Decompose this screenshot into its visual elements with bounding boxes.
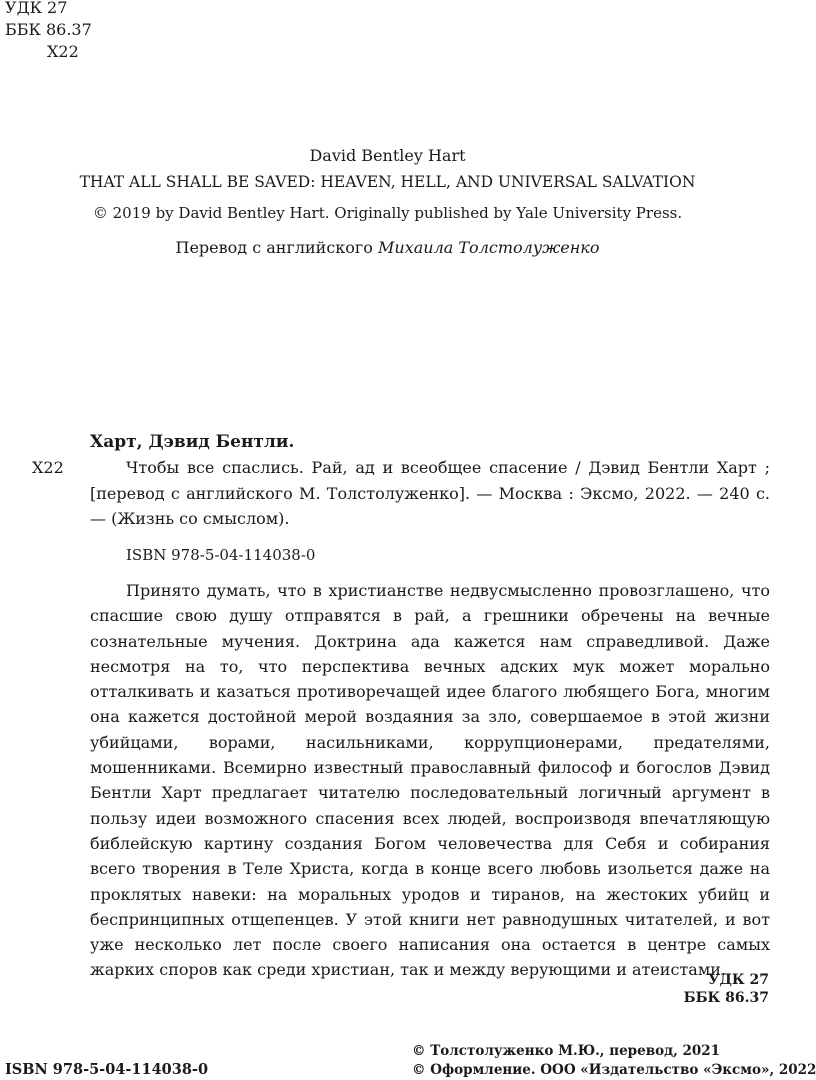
bbk-code-bottom: ББК 86.37 xyxy=(683,990,769,1006)
copyright-translation: © Толстолуженко М.Ю., перевод, 2021 xyxy=(412,1043,721,1059)
annotation-text: Принято думать, что в христианстве недвусмысленно провозглашено, что спасшие свою душу отправятся в рай, а грешники обречены на вечные сознательные мучения. Доктрина ада кажется нам справедливой. Даже несмотря на то, что перспектива вечных адских мук может морально отталкивать и казаться противоречащей идее благого любящего Бога, многим она кажется достойной мерой воздаяния за зло, совершаемое в этой жизни убийцами, ворами, насильниками, коррупционерами, предателями, мошенниками. Всемирно известный православный философ и богослов Дэвид Бентли Харт предлагает читателю последовательный логичный аргумент в пользу идеи возможного спасения всех людей, воспроизводя впечатляющую библейскую картину создания Богом человечества для Себя и собирания всего творения в Теле Христа, когда в конце всего любовь изольется даже на проклятых навеки: на моральных уродов и тиранов, на жестоких убийц и беспринципных отщепенцев. У этой книги нет равнодушных читателей, и вот уже несколько лет после своего написания она остается в центре самых жарких споров как среди христиан, так и между верующими и атеистами. xyxy=(90,581,770,980)
original-title: THAT ALL SHALL BE SAVED: HEAVEN, HELL, AND UNIVERSAL SALVATION xyxy=(79,173,696,191)
udk-code-bottom: УДК 27 xyxy=(708,972,769,988)
record-heading: Харт, Дэвид Бентли. xyxy=(90,432,295,452)
footer-isbn: ISBN 978-5-04-114038-0 xyxy=(5,1061,209,1078)
translator-name: Михаила Толстолуженко xyxy=(378,238,600,257)
original-copyright: © 2019 by David Bentley Hart. Originally published by Yale University Press. xyxy=(92,204,683,222)
record-isbn: ISBN 978-5-04-114038-0 xyxy=(126,546,316,564)
bbk-code: ББК 86.37 xyxy=(5,20,92,39)
record-description: Чтобы все спаслись. Рай, ад и всеобщее спасение / Дэвид Бентли Харт ; [перевод с английского М. Толстолуженко]. — Москва : Эксмо, 2022. — 240 с. — (Жизнь со смыслом). xyxy=(90,458,770,528)
translation-credit xyxy=(0,237,775,259)
original-author: David Bentley Hart xyxy=(309,146,466,165)
translation-prefix: Перевод с английского xyxy=(175,238,379,257)
record-cutter: Х22 xyxy=(32,458,64,477)
copyright-design: © Оформление. ООО «Издательство «Эксмо», 2022 xyxy=(412,1062,816,1078)
cutter-code: Х22 xyxy=(47,42,79,61)
udk-code: УДК 27 xyxy=(5,0,68,17)
